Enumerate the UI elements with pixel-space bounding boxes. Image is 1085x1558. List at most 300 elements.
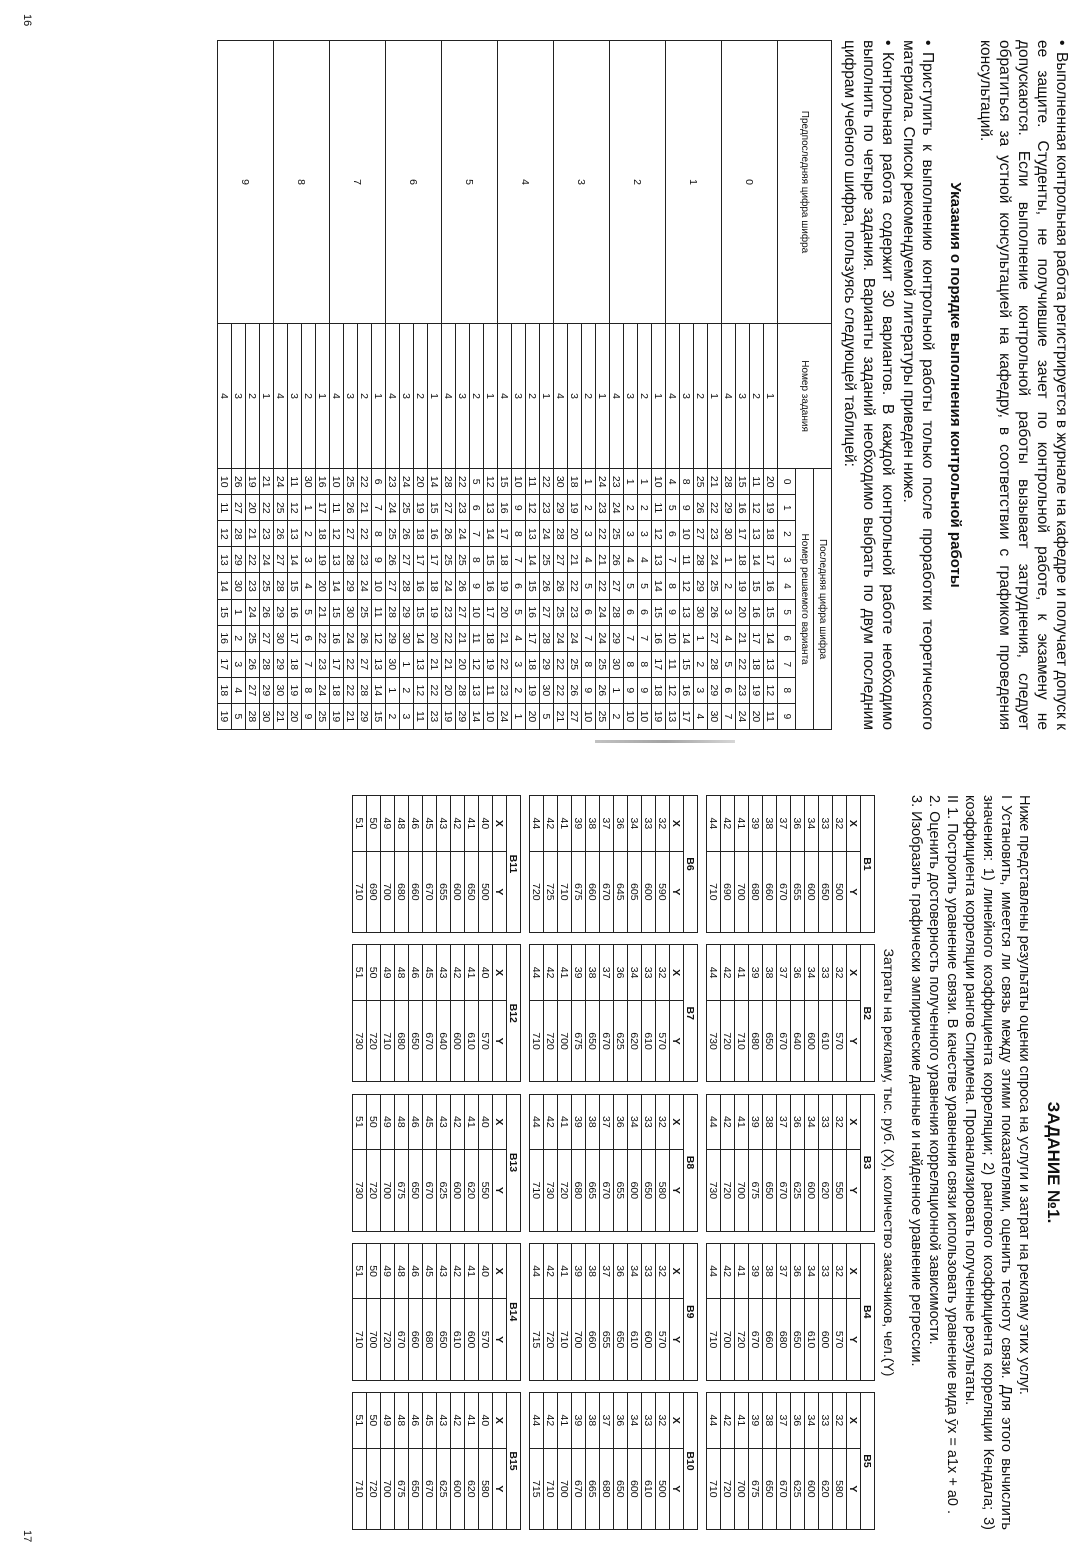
data-table xyxy=(529,1243,698,1381)
variant-cell: 16 xyxy=(414,573,428,599)
variant-cell: 30 xyxy=(610,651,624,677)
variant-cell: 23 xyxy=(596,495,610,521)
x-cell: 42 xyxy=(544,1393,558,1449)
digit-header: 7 xyxy=(778,651,796,677)
paragraph-variants: •Контрольная работа содержит 30 вариантов. В каждой контрольной работе необходимо выполнить по четыре задания. Варианты заданий необходимо выбрать по двум последним цифрам учебного шифра, пользуясь следующей таблицей: xyxy=(841,40,896,730)
variant-cell: 6 xyxy=(624,599,638,625)
variant-cell: 22 xyxy=(344,677,358,703)
variant-cell: 18 xyxy=(568,469,582,495)
variant-cell: 29 xyxy=(694,573,708,599)
variant-cell: 22 xyxy=(358,469,372,495)
variant-cell: 9 xyxy=(372,547,386,573)
task-number-cell: 1 xyxy=(596,323,610,468)
y-header: Y xyxy=(493,1299,507,1380)
variant-cell: 10 xyxy=(582,703,596,729)
task-number-cell: 1 xyxy=(316,323,330,468)
variant-cell: 28 xyxy=(260,651,274,677)
x-header: X xyxy=(493,1243,507,1299)
task-number-cell: 2 xyxy=(470,323,484,468)
table-row xyxy=(367,1393,381,1530)
y-cell: 660 xyxy=(586,851,600,932)
table-row xyxy=(642,796,656,933)
variant-cell: 29 xyxy=(456,703,470,729)
variant-cell: 18 xyxy=(750,651,764,677)
task-number-cell: 4 xyxy=(498,323,512,468)
y-header: Y xyxy=(670,1000,684,1081)
variant-cell: 28 xyxy=(274,573,288,599)
x-cell: 41 xyxy=(735,1094,749,1150)
x-cell: 37 xyxy=(600,1094,614,1150)
variant-cell: 23 xyxy=(246,573,260,599)
variant-cell: 5 xyxy=(624,573,638,599)
table-row xyxy=(395,796,409,933)
variant-label: В6 xyxy=(684,796,698,933)
y-cell: 650 xyxy=(586,1000,600,1081)
table-row xyxy=(614,796,628,933)
paragraph-task-1: I Установить, имеется ли связь между этими показателями, оценить тесноту связи. Для этого вычислить значения: 1) линейного коэффициента корреляции; 2) рангового коэффициента корреляции Кендала; 3) коэффициента корреляции рангов Спирмена. Проанализировать полученные результаты. xyxy=(962,795,1014,1530)
x-cell: 34 xyxy=(805,1094,819,1150)
x-cell: 39 xyxy=(749,1243,763,1299)
variant-cell: 12 xyxy=(666,677,680,703)
column-header-row xyxy=(493,1393,507,1530)
variant-cell: 23 xyxy=(442,599,456,625)
y-cell: 700 xyxy=(735,851,749,932)
scan-artifact xyxy=(595,740,735,743)
variant-cell: 28 xyxy=(540,625,554,651)
header-row xyxy=(814,41,832,730)
paragraph-registration: •Выполненная контрольная работа регистрируется в журнале на кафедре и получает допуск к ее защите. Студенты, не получившие зачет по контрольной работе, к экзамену не допускаются. Если выполнение контрольной работы вызывает затруднения, следует обратиться за устной консультацией на кафедру, в соответствии с графиком проведения консультаций. xyxy=(977,40,1070,730)
y-cell: 700 xyxy=(735,1448,749,1529)
data-table xyxy=(352,944,521,1082)
variant-cell: 25 xyxy=(400,495,414,521)
table-row xyxy=(833,945,847,1082)
data-table xyxy=(529,795,698,933)
variant-cell: 23 xyxy=(428,703,442,729)
variant-cell: 13 xyxy=(750,521,764,547)
variant-cell: 13 xyxy=(764,651,778,677)
table-row xyxy=(558,1393,572,1530)
variant-cell: 12 xyxy=(652,521,666,547)
variant-cell: 15 xyxy=(414,599,428,625)
variant-cell: 24 xyxy=(274,469,288,495)
data-table xyxy=(529,1094,698,1232)
y-cell: 650 xyxy=(409,1150,423,1231)
y-cell: 720 xyxy=(735,1299,749,1380)
table-row xyxy=(381,796,395,933)
x-cell: 46 xyxy=(409,1243,423,1299)
table-row xyxy=(656,945,670,1082)
x-cell: 39 xyxy=(572,796,586,852)
x-cell: 34 xyxy=(628,796,642,852)
y-cell: 720 xyxy=(721,1448,735,1529)
task-number-cell: 4 xyxy=(218,323,232,468)
variant-cell: 28 xyxy=(344,547,358,573)
table-row xyxy=(596,41,610,730)
variant-cell: 17 xyxy=(498,521,512,547)
y-cell: 670 xyxy=(423,1000,437,1081)
variant-cell: 3 xyxy=(638,521,652,547)
variant-cell: 15 xyxy=(526,573,540,599)
variant-cell: 1 xyxy=(232,599,246,625)
y-cell: 620 xyxy=(465,1150,479,1231)
variant-cell: 26 xyxy=(260,599,274,625)
variant-cell: 22 xyxy=(442,625,456,651)
x-cell: 44 xyxy=(707,1243,721,1299)
x-cell: 40 xyxy=(479,796,493,852)
y-header: Y xyxy=(493,851,507,932)
variant-cell: 14 xyxy=(218,573,232,599)
y-cell: 670 xyxy=(395,1299,409,1380)
y-cell: 655 xyxy=(791,851,805,932)
y-cell: 700 xyxy=(558,1448,572,1529)
x-header: X xyxy=(847,945,861,1001)
table-row xyxy=(735,1243,749,1380)
variant-cell: 18 xyxy=(484,625,498,651)
table-row xyxy=(572,1393,586,1530)
y-cell: 645 xyxy=(614,851,628,932)
variant-cell: 22 xyxy=(498,651,512,677)
table-row xyxy=(353,945,367,1082)
variant-cell: 8 xyxy=(582,651,596,677)
y-cell: 610 xyxy=(642,1448,656,1529)
column-header-row xyxy=(670,1393,684,1530)
variant-cell: 1 xyxy=(694,625,708,651)
y-cell: 665 xyxy=(586,1150,600,1231)
variant-cell: 24 xyxy=(568,625,582,651)
table-row xyxy=(749,796,763,933)
variant-cell: 24 xyxy=(358,573,372,599)
y-cell: 625 xyxy=(614,1000,628,1081)
variant-cell: 19 xyxy=(288,677,302,703)
x-cell: 46 xyxy=(409,1393,423,1449)
table-row xyxy=(409,945,423,1082)
task-number-cell: 1 xyxy=(372,323,386,468)
column-header-row xyxy=(847,1243,861,1380)
variant-cell: 27 xyxy=(708,625,722,651)
variant-cell: 4 xyxy=(722,625,736,651)
variant-cell: 26 xyxy=(274,521,288,547)
table-row xyxy=(833,1094,847,1231)
x-cell: 41 xyxy=(558,796,572,852)
x-cell: 32 xyxy=(656,796,670,852)
data-table xyxy=(529,944,698,1082)
variant-label: В2 xyxy=(861,945,875,1082)
variant-cell: 23 xyxy=(260,521,274,547)
y-cell: 625 xyxy=(791,1150,805,1231)
y-cell: 700 xyxy=(381,851,395,932)
variant-cell: 24 xyxy=(400,469,414,495)
variant-cell: 11 xyxy=(330,495,344,521)
variant-cell: 20 xyxy=(764,469,778,495)
variant-cell: 13 xyxy=(470,677,484,703)
variant-cell: 20 xyxy=(568,521,582,547)
variant-cell: 14 xyxy=(484,521,498,547)
variant-cell: 30 xyxy=(260,703,274,729)
x-cell: 49 xyxy=(381,796,395,852)
variant-cell: 3 xyxy=(694,677,708,703)
variant-cell: 26 xyxy=(358,625,372,651)
y-cell: 650 xyxy=(763,1150,777,1231)
variant-cell: 22 xyxy=(596,521,610,547)
variant-cell: 28 xyxy=(694,547,708,573)
variant-cell: 21 xyxy=(456,625,470,651)
variant-cell: 22 xyxy=(344,651,358,677)
y-header: Y xyxy=(493,1000,507,1081)
y-cell: 650 xyxy=(763,1448,777,1529)
y-cell: 620 xyxy=(819,1448,833,1529)
variant-cell: 30 xyxy=(232,573,246,599)
x-cell: 42 xyxy=(451,1243,465,1299)
y-cell: 670 xyxy=(423,1150,437,1231)
y-cell: 710 xyxy=(558,851,572,932)
variant-label: В10 xyxy=(684,1393,698,1530)
table-row xyxy=(708,41,722,730)
variant-cell: 1 xyxy=(610,677,624,703)
variant-cell: 30 xyxy=(694,599,708,625)
table-row xyxy=(764,41,778,730)
x-header: X xyxy=(847,1243,861,1299)
table-row xyxy=(465,1243,479,1380)
variant-label: В5 xyxy=(861,1393,875,1530)
variant-cell: 1 xyxy=(638,469,652,495)
variant-cell: 19 xyxy=(330,703,344,729)
left-page xyxy=(217,40,1071,730)
x-cell: 45 xyxy=(423,1393,437,1449)
x-cell: 42 xyxy=(451,945,465,1001)
variant-cell: 24 xyxy=(442,573,456,599)
data-table xyxy=(706,1243,875,1381)
y-cell: 665 xyxy=(586,1448,600,1529)
x-cell: 41 xyxy=(558,1094,572,1150)
y-cell: 550 xyxy=(479,1150,493,1231)
variant-cell: 10 xyxy=(330,469,344,495)
variant-cell: 1 xyxy=(722,547,736,573)
variant-cell: 9 xyxy=(302,703,316,729)
table-row xyxy=(409,1094,423,1231)
table-row xyxy=(735,1094,749,1231)
x-cell: 50 xyxy=(367,796,381,852)
variant-cell: 2 xyxy=(386,703,400,729)
variant-cell: 30 xyxy=(302,469,316,495)
x-cell: 43 xyxy=(437,1243,451,1299)
y-header: Y xyxy=(670,1299,684,1380)
y-header: Y xyxy=(493,1150,507,1231)
variant-cell: 11 xyxy=(218,495,232,521)
x-header: X xyxy=(670,1393,684,1449)
variant-cell: 15 xyxy=(218,599,232,625)
variant-selection-table xyxy=(217,40,832,730)
y-cell: 700 xyxy=(381,1150,395,1231)
table-row xyxy=(530,1094,544,1231)
y-cell: 675 xyxy=(749,1448,763,1529)
x-cell: 37 xyxy=(777,1393,791,1449)
variant-cell: 20 xyxy=(442,677,456,703)
variant-cell: 16 xyxy=(484,573,498,599)
y-cell: 680 xyxy=(395,1000,409,1081)
y-cell: 710 xyxy=(530,1150,544,1231)
table-row xyxy=(544,796,558,933)
variant-cell: 11 xyxy=(764,703,778,729)
y-cell: 710 xyxy=(707,851,721,932)
x-cell: 51 xyxy=(353,796,367,852)
variant-cell: 10 xyxy=(680,521,694,547)
table-row xyxy=(656,1243,670,1380)
y-cell: 570 xyxy=(479,1000,493,1081)
y-cell: 655 xyxy=(437,851,451,932)
col-header-last-digit: Последняя цифра шифра xyxy=(814,469,832,730)
x-cell: 36 xyxy=(614,1243,628,1299)
y-cell: 670 xyxy=(600,851,614,932)
y-cell: 700 xyxy=(558,1000,572,1081)
variant-cell: 19 xyxy=(218,703,232,729)
variant-cell: 14 xyxy=(680,625,694,651)
y-cell: 660 xyxy=(586,1299,600,1380)
table-row xyxy=(805,1094,819,1231)
table-row xyxy=(316,41,330,730)
table-row xyxy=(614,945,628,1082)
variant-cell: 21 xyxy=(274,703,288,729)
x-cell: 33 xyxy=(642,945,656,1001)
variant-cell: 29 xyxy=(274,651,288,677)
variant-cell: 19 xyxy=(484,651,498,677)
x-cell: 40 xyxy=(479,945,493,1001)
variant-cell: 21 xyxy=(344,703,358,729)
variant-cell: 7 xyxy=(666,547,680,573)
variant-cell: 25 xyxy=(708,573,722,599)
variant-cell: 15 xyxy=(330,599,344,625)
task-number-cell: 3 xyxy=(400,323,414,468)
x-cell: 34 xyxy=(628,1243,642,1299)
variant-cell: 12 xyxy=(750,495,764,521)
variant-cell: 8 xyxy=(638,651,652,677)
y-cell: 700 xyxy=(721,1299,735,1380)
variant-label: В11 xyxy=(507,796,521,933)
table-row xyxy=(656,1393,670,1530)
x-cell: 41 xyxy=(465,1393,479,1449)
variant-cell: 11 xyxy=(470,625,484,651)
variant-cell: 28 xyxy=(610,599,624,625)
variant-cell: 11 xyxy=(750,469,764,495)
variant-cell: 29 xyxy=(344,573,358,599)
x-header: X xyxy=(493,1094,507,1150)
y-cell: 710 xyxy=(707,1299,721,1380)
variant-cell: 7 xyxy=(512,547,526,573)
x-cell: 42 xyxy=(544,945,558,1001)
table-row xyxy=(819,1243,833,1380)
data-caption: Затраты на рекламу, тыс. руб. (X), количество заказчиков, чел.(Y) xyxy=(881,948,897,1377)
variant-cell: 22 xyxy=(554,651,568,677)
data-tables-row-1 xyxy=(706,795,875,1530)
variant-cell: 11 xyxy=(526,469,540,495)
y-cell: 580 xyxy=(479,1448,493,1529)
table-row xyxy=(409,796,423,933)
x-cell: 49 xyxy=(381,1094,395,1150)
variant-cell: 11 xyxy=(288,469,302,495)
variant-cell: 30 xyxy=(344,599,358,625)
variant-cell: 13 xyxy=(288,521,302,547)
y-cell: 710 xyxy=(558,1299,572,1380)
x-cell: 34 xyxy=(628,945,642,1001)
variant-cell: 7 xyxy=(722,703,736,729)
table-row xyxy=(721,796,735,933)
task-number-cell: 4 xyxy=(610,323,624,468)
table-row xyxy=(572,945,586,1082)
variant-label: В14 xyxy=(507,1243,521,1380)
pred-digit-cell: 6 xyxy=(386,41,442,324)
x-cell: 36 xyxy=(614,945,628,1001)
table-row xyxy=(614,1094,628,1231)
variant-cell: 16 xyxy=(526,599,540,625)
variant-cell: 21 xyxy=(246,521,260,547)
y-cell: 625 xyxy=(437,1448,451,1529)
y-cell: 580 xyxy=(833,1448,847,1529)
variant-cell: 2 xyxy=(302,521,316,547)
variant-cell: 24 xyxy=(260,547,274,573)
variant-cell: 23 xyxy=(358,547,372,573)
x-cell: 43 xyxy=(437,1094,451,1150)
variant-cell: 30 xyxy=(554,469,568,495)
y-cell: 680 xyxy=(572,1150,586,1231)
table-row xyxy=(707,1243,721,1380)
x-cell: 43 xyxy=(437,796,451,852)
variant-cell: 12 xyxy=(414,677,428,703)
variant-cell: 30 xyxy=(722,521,736,547)
variant-cell: 23 xyxy=(498,677,512,703)
variant-cell: 29 xyxy=(610,625,624,651)
table-row xyxy=(628,1094,642,1231)
task-number-cell: 1 xyxy=(260,323,274,468)
variant-cell: 9 xyxy=(638,677,652,703)
y-cell: 620 xyxy=(819,1150,833,1231)
task-number-cell: 3 xyxy=(680,323,694,468)
column-header-row xyxy=(670,945,684,1082)
table-row xyxy=(805,945,819,1082)
table-row xyxy=(409,1243,423,1380)
y-cell: 625 xyxy=(437,1150,451,1231)
x-cell: 38 xyxy=(586,1094,600,1150)
x-cell: 36 xyxy=(791,1393,805,1449)
x-header: X xyxy=(670,1243,684,1299)
variant-cell: 22 xyxy=(358,521,372,547)
variant-cell: 21 xyxy=(708,469,722,495)
x-cell: 37 xyxy=(777,796,791,852)
table-row xyxy=(530,1393,544,1530)
table-row xyxy=(777,796,791,933)
variant-cell: 22 xyxy=(456,469,470,495)
variant-cell: 28 xyxy=(456,677,470,703)
variant-cell: 10 xyxy=(372,573,386,599)
variant-cell: 8 xyxy=(666,573,680,599)
x-cell: 42 xyxy=(451,796,465,852)
y-cell: 720 xyxy=(381,1299,395,1380)
variant-cell: 10 xyxy=(666,625,680,651)
table-row xyxy=(544,1393,558,1530)
table-row xyxy=(656,796,670,933)
variant-cell: 2 xyxy=(400,677,414,703)
y-header: Y xyxy=(670,1448,684,1529)
variant-cell: 28 xyxy=(442,469,456,495)
y-cell: 710 xyxy=(353,1448,367,1529)
table-row xyxy=(763,1393,777,1530)
pred-digit-cell: 9 xyxy=(218,41,274,324)
pred-digit-cell: 7 xyxy=(330,41,386,324)
x-cell: 44 xyxy=(707,796,721,852)
variant-cell: 27 xyxy=(246,677,260,703)
variant-cell: 24 xyxy=(386,495,400,521)
variant-cell: 30 xyxy=(540,677,554,703)
y-cell: 570 xyxy=(656,1000,670,1081)
variant-cell: 26 xyxy=(386,547,400,573)
